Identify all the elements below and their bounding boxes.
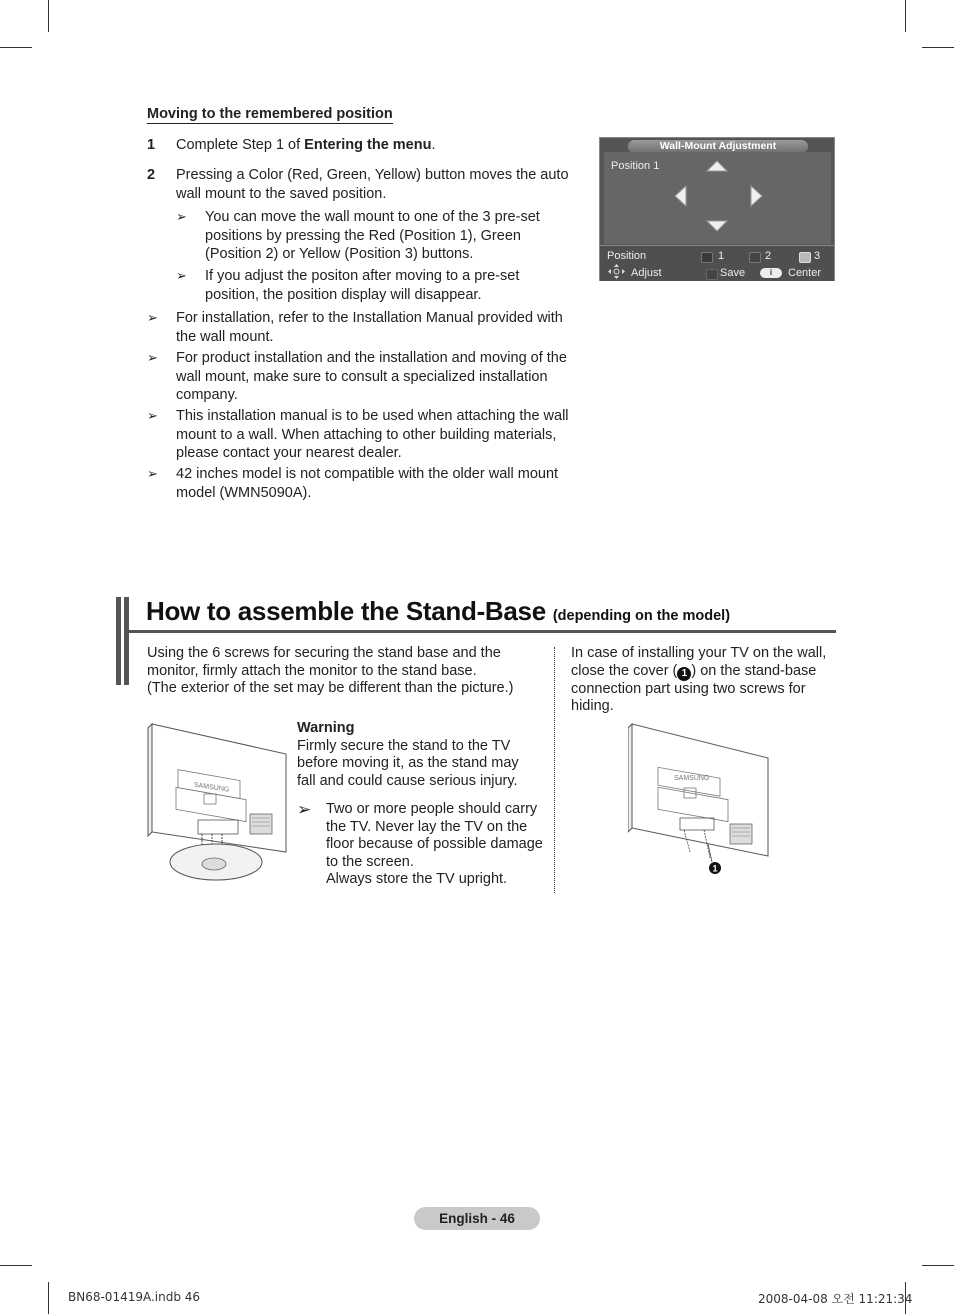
crop-mark [922, 1265, 954, 1266]
menu-reference: Entering the menu [304, 137, 432, 153]
osd-center-label: Center [788, 267, 822, 279]
step-text: Complete Step 1 of Entering the menu. [176, 137, 436, 153]
osd-footer [600, 245, 834, 281]
crop-mark [905, 0, 906, 32]
subnote-text: You can move the wall mount to one of the 3 pre-set positions by pressing the Red (Position 1), Green (Position 2) or Yellow (Position 3) buttons. [205, 209, 540, 262]
crop-mark [48, 0, 49, 32]
wall-install-paragraph: In case of installing your TV on the wall, close the cover ( 1 ) on the stand-base connection part using two screws for hiding. [571, 645, 827, 714]
heading-bar [124, 597, 129, 685]
step-text: Pressing a Color (Red, Green, Yellow) button moves the auto wall mount to the saved position. [176, 167, 569, 202]
section-subtitle: (depending on the model) [552, 608, 731, 624]
crop-mark [48, 1282, 49, 1314]
brand-logo: SAMSUNG [194, 781, 230, 794]
osd-preset-3: 3 [814, 250, 821, 262]
callout-1-icon: 1 [677, 667, 691, 681]
heading-rule [129, 630, 836, 633]
crop-mark [0, 47, 32, 48]
arrow-left-icon[interactable] [675, 186, 686, 206]
warning-block: Warning Firmly secure the stand to the TV before moving it, as the stand may fall and could cause serious injury. [297, 720, 552, 790]
yellow-button-icon[interactable] [799, 252, 811, 263]
date-imprint: 2008-04-08 오전 11:21:34 [758, 1292, 913, 1306]
move-icon [608, 264, 625, 279]
svg-text:1: 1 [712, 863, 718, 874]
note-text: This installation manual is to be used when attaching the wall mount to a wall. When attaching to other building materials, please contact your nearest dealer. [176, 408, 569, 461]
arrow-icon: ➢ [147, 350, 158, 365]
arrow-down-icon[interactable] [707, 221, 727, 231]
osd-adjust-label: Adjust [631, 267, 662, 279]
heading-bar [116, 597, 121, 685]
page-number: English - 46 [414, 1207, 540, 1230]
osd-display-area [604, 152, 831, 244]
osd-position-label: Position 1 [611, 160, 660, 172]
crop-mark [922, 47, 954, 48]
arrow-icon: ➢ [297, 800, 312, 819]
brand-logo: SAMSUNG [674, 775, 710, 782]
subnote-text: If you adjust the positon after moving to a pre-set position, the position display will disappear. [205, 268, 520, 303]
osd-title: Wall-Mount Adjustment [628, 140, 808, 153]
step-number: 1 [147, 137, 156, 153]
section-heading: Moving to the remembered position [147, 106, 393, 122]
info-key-icon[interactable]: i [760, 268, 782, 278]
arrow-right-icon[interactable] [751, 186, 762, 206]
osd-save-label: Save [720, 267, 746, 279]
note-text: For installation, refer to the Installation Manual provided with the wall mount. [176, 310, 563, 345]
red-button-icon[interactable] [701, 252, 713, 263]
wall-mount-osd [599, 137, 835, 281]
arrow-icon: ➢ [147, 466, 158, 481]
column-divider [554, 647, 555, 893]
direction-arrows [664, 158, 774, 238]
arrow-up-icon[interactable] [707, 161, 727, 171]
file-imprint: BN68-01419A.indb 46 [68, 1290, 201, 1304]
arrow-icon: ➢ [147, 408, 158, 423]
carry-tip: Two or more people should carry the TV. Never lay the TV on the floor because of possible damage to the screen. Always store the TV upright. [326, 801, 543, 887]
intro-paragraph: Using the 6 screws for securing the stand base and the monitor, firmly attach the monitor to the stand base. (The exterior of the set may be different than the picture.) [147, 645, 514, 696]
osd-preset-2: 2 [765, 250, 772, 262]
step-number: 2 [147, 167, 156, 183]
save-button-icon[interactable] [706, 269, 718, 280]
osd-position-text: Position [607, 250, 647, 262]
note-text: 42 inches model is not compatible with the older wall mount model (WMN5090A). [176, 466, 559, 501]
arrow-icon: ➢ [176, 268, 187, 283]
arrow-icon: ➢ [176, 209, 187, 224]
tv-stand-illustration [146, 722, 292, 886]
green-button-icon[interactable] [749, 252, 761, 263]
arrow-icon: ➢ [147, 310, 158, 325]
warning-title: Warning [297, 720, 355, 736]
section-title: How to assemble the Stand-Base (depending on the model) [146, 596, 731, 626]
tv-cover-illustration [628, 722, 774, 880]
osd-preset-1: 1 [718, 250, 725, 262]
crop-mark [0, 1265, 32, 1266]
note-text: For product installation and the installation and moving of the wall mount, make sure to consult a specialized installation company. [176, 350, 567, 403]
